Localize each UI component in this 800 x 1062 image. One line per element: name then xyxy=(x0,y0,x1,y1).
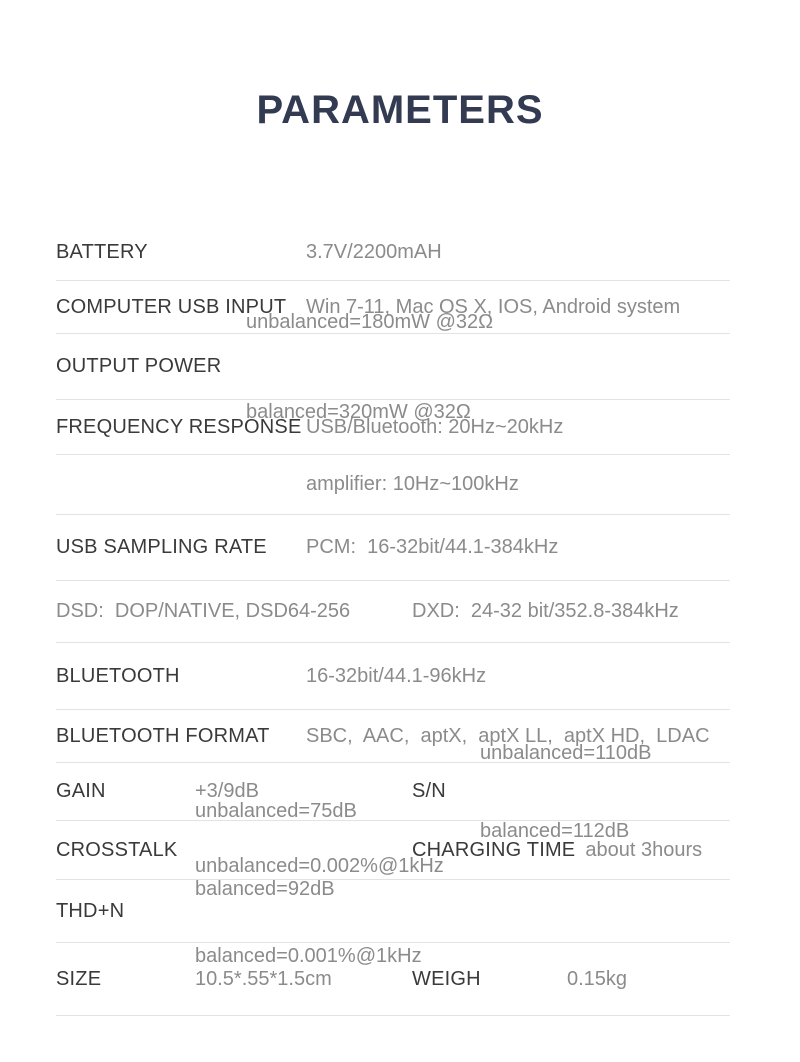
thd-n-balanced: balanced=0.001%@1kHz xyxy=(195,945,422,967)
spec-value-dsd: DSD: DOP/NATIVE, DSD64-256 xyxy=(56,600,351,622)
spec-value-amplifier: amplifier: 10Hz~100kHz xyxy=(306,473,519,495)
spec-value-gain: +3/9dB xyxy=(195,780,259,802)
spec-value-dxd: DXD: 24-32 bit/352.8-384kHz xyxy=(412,600,679,622)
spec-label-frequency-response: FREQUENCY RESPONSE xyxy=(56,415,302,438)
spec-value-usb-input: Win 7-11, Mac OS X, IOS, Android system xyxy=(306,295,681,318)
sn-balanced: balanced=112dB xyxy=(480,819,630,842)
spec-label-weigh: WEIGH xyxy=(412,967,481,990)
spec-value-bluetooth: 16-32bit/44.1-96kHz xyxy=(306,664,487,687)
thd-n-unbalanced: unbalanced=0.002%@1kHz xyxy=(195,855,444,877)
spec-label-charging-time: CHARGING TIME xyxy=(412,838,576,861)
spec-label-battery: BATTERY xyxy=(56,241,148,263)
spec-value-output-power xyxy=(246,247,493,487)
spec-row-output-power xyxy=(56,310,730,423)
spec-row-dsd-dxd xyxy=(56,581,730,643)
sn-unbalanced: unbalanced=110dB xyxy=(480,741,652,764)
spec-label-output-power: OUTPUT POWER xyxy=(56,355,222,377)
spec-label-usb-input: COMPUTER USB INPUT xyxy=(56,295,287,318)
spec-label-sn: S/N xyxy=(412,780,446,802)
spec-label-size: SIZE xyxy=(56,967,102,990)
output-power-unbalanced: unbalanced=180mW @32Ω xyxy=(246,310,494,333)
page-title: PARAMETERS xyxy=(256,88,544,132)
crosstalk-unbalanced: unbalanced=75dB xyxy=(195,800,357,822)
spec-label-thd-n: THD+N xyxy=(56,899,125,922)
spec-value-sn xyxy=(480,688,651,896)
spec-label-crosstalk: CROSSTALK xyxy=(56,838,178,861)
spec-label-gain: GAIN xyxy=(56,780,106,802)
spec-value-thd-n xyxy=(195,791,444,1031)
spec-value-weigh: 0.15kg xyxy=(567,967,628,990)
spec-value-charging-time: about 3hours xyxy=(585,838,703,861)
spec-value-frequency-response: USB/Bluetooth: 20Hz~20kHz xyxy=(306,415,564,438)
spec-value-battery: 3.7V/2200mAH xyxy=(306,241,442,263)
spec-value-bluetooth-format: SBC, AAC, aptX, aptX LL, aptX HD, LDAC xyxy=(306,724,710,747)
spec-row-usb-sampling-rate xyxy=(56,515,730,581)
output-power-balanced: balanced=320mW @32Ω xyxy=(246,400,471,423)
spec-label-bluetooth-format: BLUETOOTH FORMAT xyxy=(56,724,270,747)
spec-label-bluetooth: BLUETOOTH xyxy=(56,664,180,687)
spec-label-usb-sampling-rate: USB SAMPLING RATE xyxy=(56,536,267,558)
spec-table xyxy=(56,225,730,1016)
spec-value-usb-sampling-rate: PCM: 16-32bit/44.1-384kHz xyxy=(306,536,559,558)
spec-value-size: 10.5*.55*1.5cm xyxy=(195,967,332,990)
crosstalk-balanced: balanced=92dB xyxy=(195,878,335,900)
